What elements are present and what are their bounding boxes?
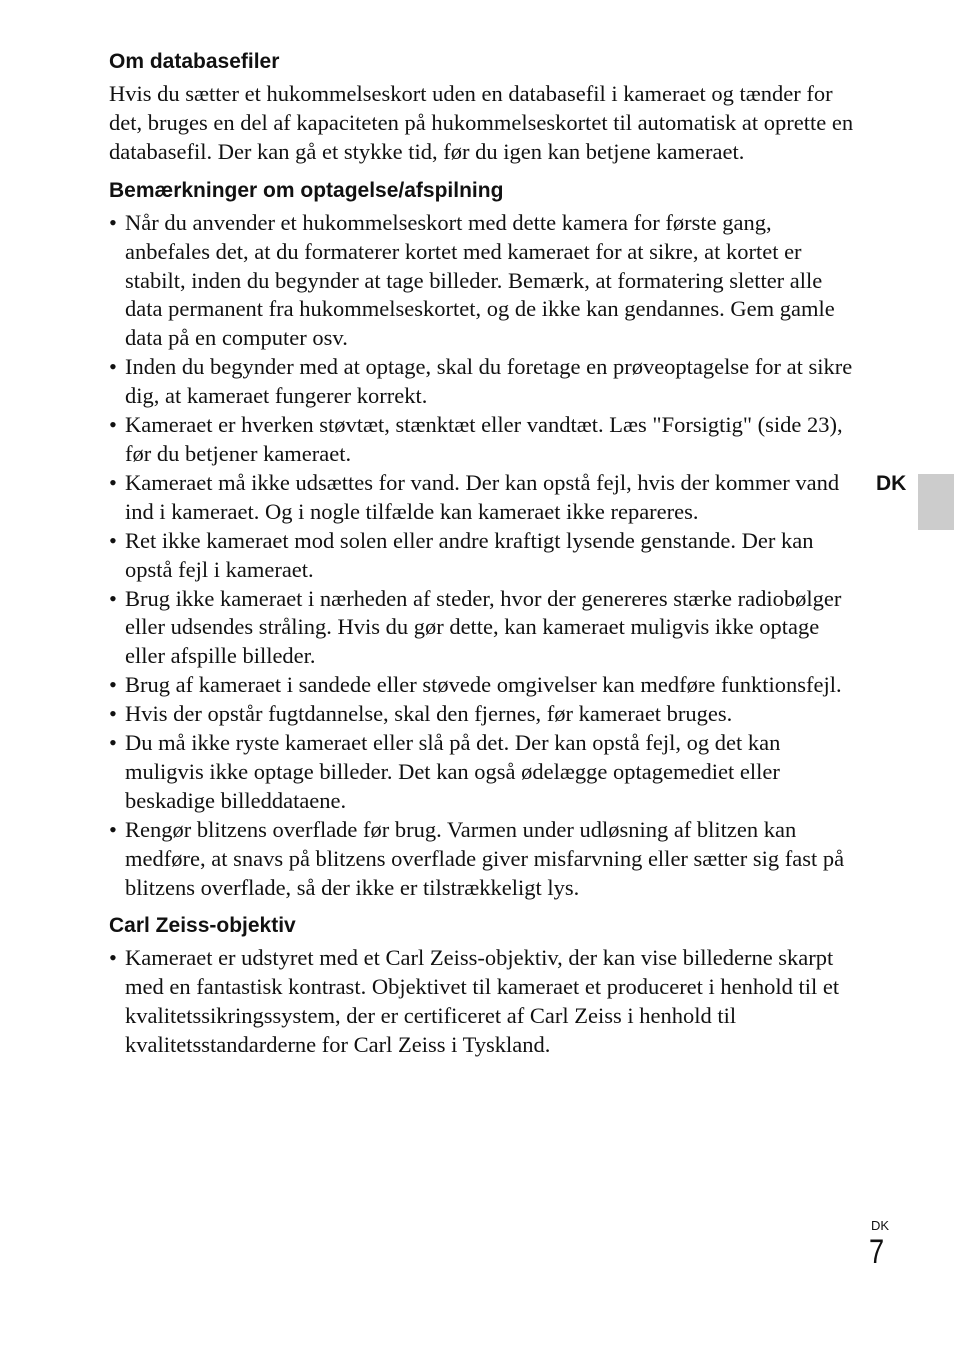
bullet-marker: • [109, 209, 117, 235]
section-carl-zeiss [109, 912, 861, 1060]
list-item-text: Du må ikke ryste kameraet eller slå på det. Der kan opstå fejl, og det kan muligvis ikke optage billeder. Det kan også ødelægge optagemediet eller beskadige billeddataene. [125, 730, 781, 813]
list-item [109, 353, 861, 411]
bullet-marker: • [109, 469, 117, 495]
section-om-databasefiler [109, 48, 861, 167]
bullet-marker: • [109, 816, 117, 842]
list-item-text: Når du anvender et hukommelseskort med dette kamera for første gang, anbefales det, at du formaterer kortet med kameraet for at sikre, at kortet er stabilt, inden du begynder at tage billeder. Bemærk, at formatering sletter alle data permanent fra hukommelseskortet, og de ikke kan gendannes. Gem gamle data på en computer osv. [125, 209, 835, 351]
list-item [109, 585, 861, 672]
list-item-text: Inden du begynder med at optage, skal du foretage en prøveoptagelse for at sikre dig, at kameraet fungerer korrekt. [125, 354, 853, 409]
page-content [109, 48, 861, 1060]
list-item-text: Kameraet er udstyret med et Carl Zeiss-objektiv, der kan vise billederne skarpt med en fantastisk kontrast. Objektivet til kameraet et produceret i henhold til et kvalitetssikringssystem, der er certificeret af Carl Zeiss i henhold til kvalitetsstandarderne for Carl Zeiss i Tyskland. [125, 945, 840, 1058]
list-item-text: Kameraet må ikke udsættes for vand. Der kan opstå fejl, hvis der kommer vand ind i kameraet. Og i nogle tilfælde kan kameraet ikke repareres. [125, 469, 840, 524]
list-item-text: Ret ikke kameraet mod solen eller andre kraftigt lysende genstande. Der kan opstå fejl i kameraet. [125, 527, 814, 582]
language-label: DK [876, 472, 907, 495]
bullet-marker: • [109, 412, 117, 438]
list-item [109, 729, 861, 816]
list-item [109, 411, 861, 469]
list-item-text: Rengør blitzens overflade før brug. Varmen under udløsning af blitzen kan medføre, at snavs på blitzens overflade giver misfarvning eller sætter sig fast på blitzens overflade, så der ikke er tilstrækkeligt lys. [125, 816, 845, 900]
list-item-text: Brug af kameraet i sandede eller støvede omgivelser kan medføre funktionsfejl. [125, 672, 842, 698]
section-bemaerkninger [109, 177, 861, 903]
list-item [109, 671, 861, 700]
bullet-marker: • [109, 730, 117, 756]
list-item [109, 527, 861, 585]
bullet-marker: • [109, 527, 117, 553]
bullet-marker: • [109, 672, 117, 698]
section-heading: Bemærkninger om optagelse/afspilning [109, 178, 504, 202]
bullet-marker: • [109, 701, 117, 727]
bullet-marker: • [109, 354, 117, 380]
list-item-text: Brug ikke kameraet i nærheden af steder, hvor der genereres stærke radiobølger eller udsendes stråling. Hvis du gør dette, kan kameraet muligvis ikke optage eller afspille billeder. [125, 585, 842, 669]
section-heading: Carl Zeiss-objektiv [109, 914, 296, 938]
section-paragraph: Hvis du sætter et hukommelseskort uden en databasefil i kameraet og tænder for det, bruges en del af kapaciteten på hukommelseskortet til automatisk at oprette en databasefil. Der kan gå et stykke tid, før du igen kan betjene kameraet. [109, 81, 854, 164]
list-item [109, 700, 861, 729]
page-number: 7 [869, 1233, 885, 1271]
bullet-list [109, 944, 861, 1060]
list-item [109, 469, 861, 527]
page-language-code: DK [871, 1218, 890, 1233]
bullet-marker: • [109, 945, 117, 971]
bullet-marker: • [109, 585, 117, 611]
bullet-list [109, 209, 861, 903]
section-heading: Om databasefiler [109, 50, 280, 73]
list-item [109, 816, 861, 903]
list-item-text: Hvis der opstår fugtdannelse, skal den fjernes, før kameraet bruges. [125, 701, 733, 727]
list-item-text: Kameraet er hverken støvtæt, stænktæt eller vandtæt. Læs "Forsigtig" (side 23), før du betjener kameraet. [125, 412, 843, 466]
list-item [109, 209, 861, 354]
list-item [109, 944, 861, 1060]
language-tab-marker [918, 474, 954, 530]
